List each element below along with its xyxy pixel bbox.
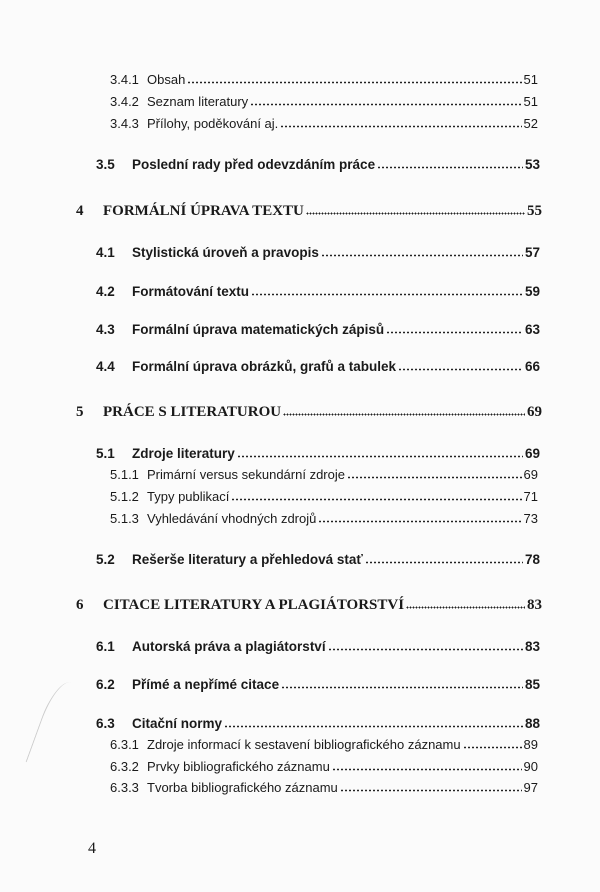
toc-number: 3.5 — [96, 157, 115, 172]
toc-title: Tvorba bibliografického záznamu — [147, 780, 338, 795]
toc-subsection — [110, 759, 538, 774]
toc-section — [96, 552, 540, 567]
toc-number: 5.1.3 — [110, 511, 139, 526]
toc-number: 3.4.2 — [110, 94, 139, 109]
toc-section — [96, 322, 540, 337]
toc-chapter — [76, 404, 542, 421]
toc-page: 83 — [527, 597, 542, 613]
toc-title: Citační normy — [132, 716, 223, 731]
dot-leader — [237, 455, 523, 458]
dot-leader — [187, 81, 521, 84]
page-number: 4 — [88, 840, 96, 857]
dot-leader — [306, 212, 525, 215]
dot-leader — [406, 606, 525, 609]
toc-subsection — [110, 94, 538, 109]
toc-subsection — [110, 737, 538, 752]
toc-number: 6 — [76, 597, 84, 613]
toc-page: 51 — [523, 94, 538, 109]
toc-number: 4.4 — [96, 359, 115, 374]
toc-page: 69 — [523, 467, 538, 482]
toc-page: 53 — [524, 157, 540, 172]
toc-section — [96, 157, 540, 172]
dot-leader — [340, 789, 522, 792]
toc-title: Autorská práva a plagiátorství — [132, 639, 326, 654]
dot-leader — [318, 520, 521, 523]
toc-page: 73 — [523, 511, 538, 526]
toc-title: Vyhledávání vhodných zdrojů — [147, 511, 317, 526]
toc-page: 51 — [523, 72, 538, 87]
toc-title: Formátování textu — [132, 284, 250, 299]
toc-number: 6.3.3 — [110, 780, 139, 795]
toc-number: 4.2 — [96, 284, 115, 299]
toc-title: Přímé a nepřímé citace — [132, 677, 280, 692]
toc-number: 3.4.1 — [110, 72, 139, 87]
toc-page: 55 — [527, 203, 542, 219]
dot-leader — [328, 648, 523, 651]
dot-leader — [398, 368, 523, 371]
toc-page: 88 — [524, 716, 540, 731]
toc-subsection — [110, 489, 538, 504]
toc-subsection — [110, 116, 538, 131]
dot-leader — [463, 746, 522, 749]
toc-title: CITACE LITERATURY A PLAGIÁTORSTVÍ — [103, 597, 405, 613]
toc-section — [96, 716, 540, 731]
toc-number: 5.1.2 — [110, 489, 139, 504]
toc-title: Seznam literatury — [147, 94, 249, 109]
dot-leader — [321, 254, 523, 257]
toc-title: Primární versus sekundární zdroje — [147, 467, 345, 482]
toc-page: 69 — [527, 404, 542, 420]
toc-section — [96, 284, 540, 299]
toc-title: Zdroje informací k sestavení bibliografického záznamu — [147, 737, 461, 752]
toc-title: Formální úprava matematických zápisů — [132, 322, 385, 337]
toc-subsection — [110, 511, 538, 526]
toc-section — [96, 677, 540, 692]
toc-page: 85 — [524, 677, 540, 692]
toc-section — [96, 639, 540, 654]
toc-page: 66 — [524, 359, 540, 374]
toc-section — [96, 245, 540, 260]
toc-section — [96, 446, 540, 461]
dot-leader — [280, 125, 521, 128]
toc-subsection — [110, 467, 538, 482]
toc-title: Typy publikací — [147, 489, 230, 504]
toc-number: 4 — [76, 203, 84, 219]
toc-page: 71 — [523, 489, 538, 504]
toc-number: 6.3 — [96, 716, 115, 731]
dot-leader — [251, 293, 523, 296]
toc-number: 6.1 — [96, 639, 115, 654]
toc-chapter — [76, 203, 542, 220]
toc-page: 89 — [523, 737, 538, 752]
toc-title: Zdroje literatury — [132, 446, 235, 461]
toc-number: 4.1 — [96, 245, 115, 260]
toc-title: PRÁCE S LITERATUROU — [103, 404, 282, 420]
dot-leader — [283, 413, 525, 416]
toc-number: 6.2 — [96, 677, 115, 692]
toc-number: 5.1.1 — [110, 467, 139, 482]
toc-title: Prvky bibliografického záznamu — [147, 759, 330, 774]
toc-number: 5 — [76, 404, 84, 420]
dot-leader — [224, 725, 523, 728]
toc-page: 57 — [524, 245, 540, 260]
toc-title: Stylistická úroveň a pravopis — [132, 245, 319, 260]
toc-number: 6.3.1 — [110, 737, 139, 752]
dot-leader — [332, 768, 522, 771]
toc-number: 4.3 — [96, 322, 115, 337]
toc-page: 69 — [524, 446, 540, 461]
toc-number: 6.3.2 — [110, 759, 139, 774]
toc-page: 78 — [524, 552, 540, 567]
dot-leader — [386, 331, 523, 334]
toc-number: 5.2 — [96, 552, 115, 567]
toc-number: 5.1 — [96, 446, 115, 461]
dot-leader — [377, 166, 523, 169]
scan-mark — [26, 677, 86, 772]
toc-title: Obsah — [147, 72, 186, 87]
dot-leader — [231, 498, 521, 501]
toc-page: 97 — [523, 780, 538, 795]
toc-subsection — [110, 72, 538, 87]
dot-leader — [347, 476, 522, 479]
toc-number: 3.4.3 — [110, 116, 139, 131]
toc-section — [96, 359, 540, 374]
toc-page: 83 — [524, 639, 540, 654]
toc-subsection — [110, 780, 538, 795]
toc-page: 52 — [523, 116, 538, 131]
dot-leader — [281, 686, 523, 689]
dot-leader — [365, 561, 523, 564]
toc-page: 63 — [524, 322, 540, 337]
toc-title: Přílohy, poděkování aj. — [147, 116, 279, 131]
toc-page: 59 — [524, 284, 540, 299]
toc-title: Rešerše literatury a přehledová stať — [132, 552, 363, 567]
toc-page: 90 — [523, 759, 538, 774]
toc-chapter — [76, 597, 542, 614]
dot-leader — [250, 103, 521, 106]
toc-title: FORMÁLNÍ ÚPRAVA TEXTU — [103, 203, 304, 219]
toc-title: Poslední rady před odevzdáním práce — [132, 157, 376, 172]
toc-title: Formální úprava obrázků, grafů a tabulek — [132, 359, 397, 374]
